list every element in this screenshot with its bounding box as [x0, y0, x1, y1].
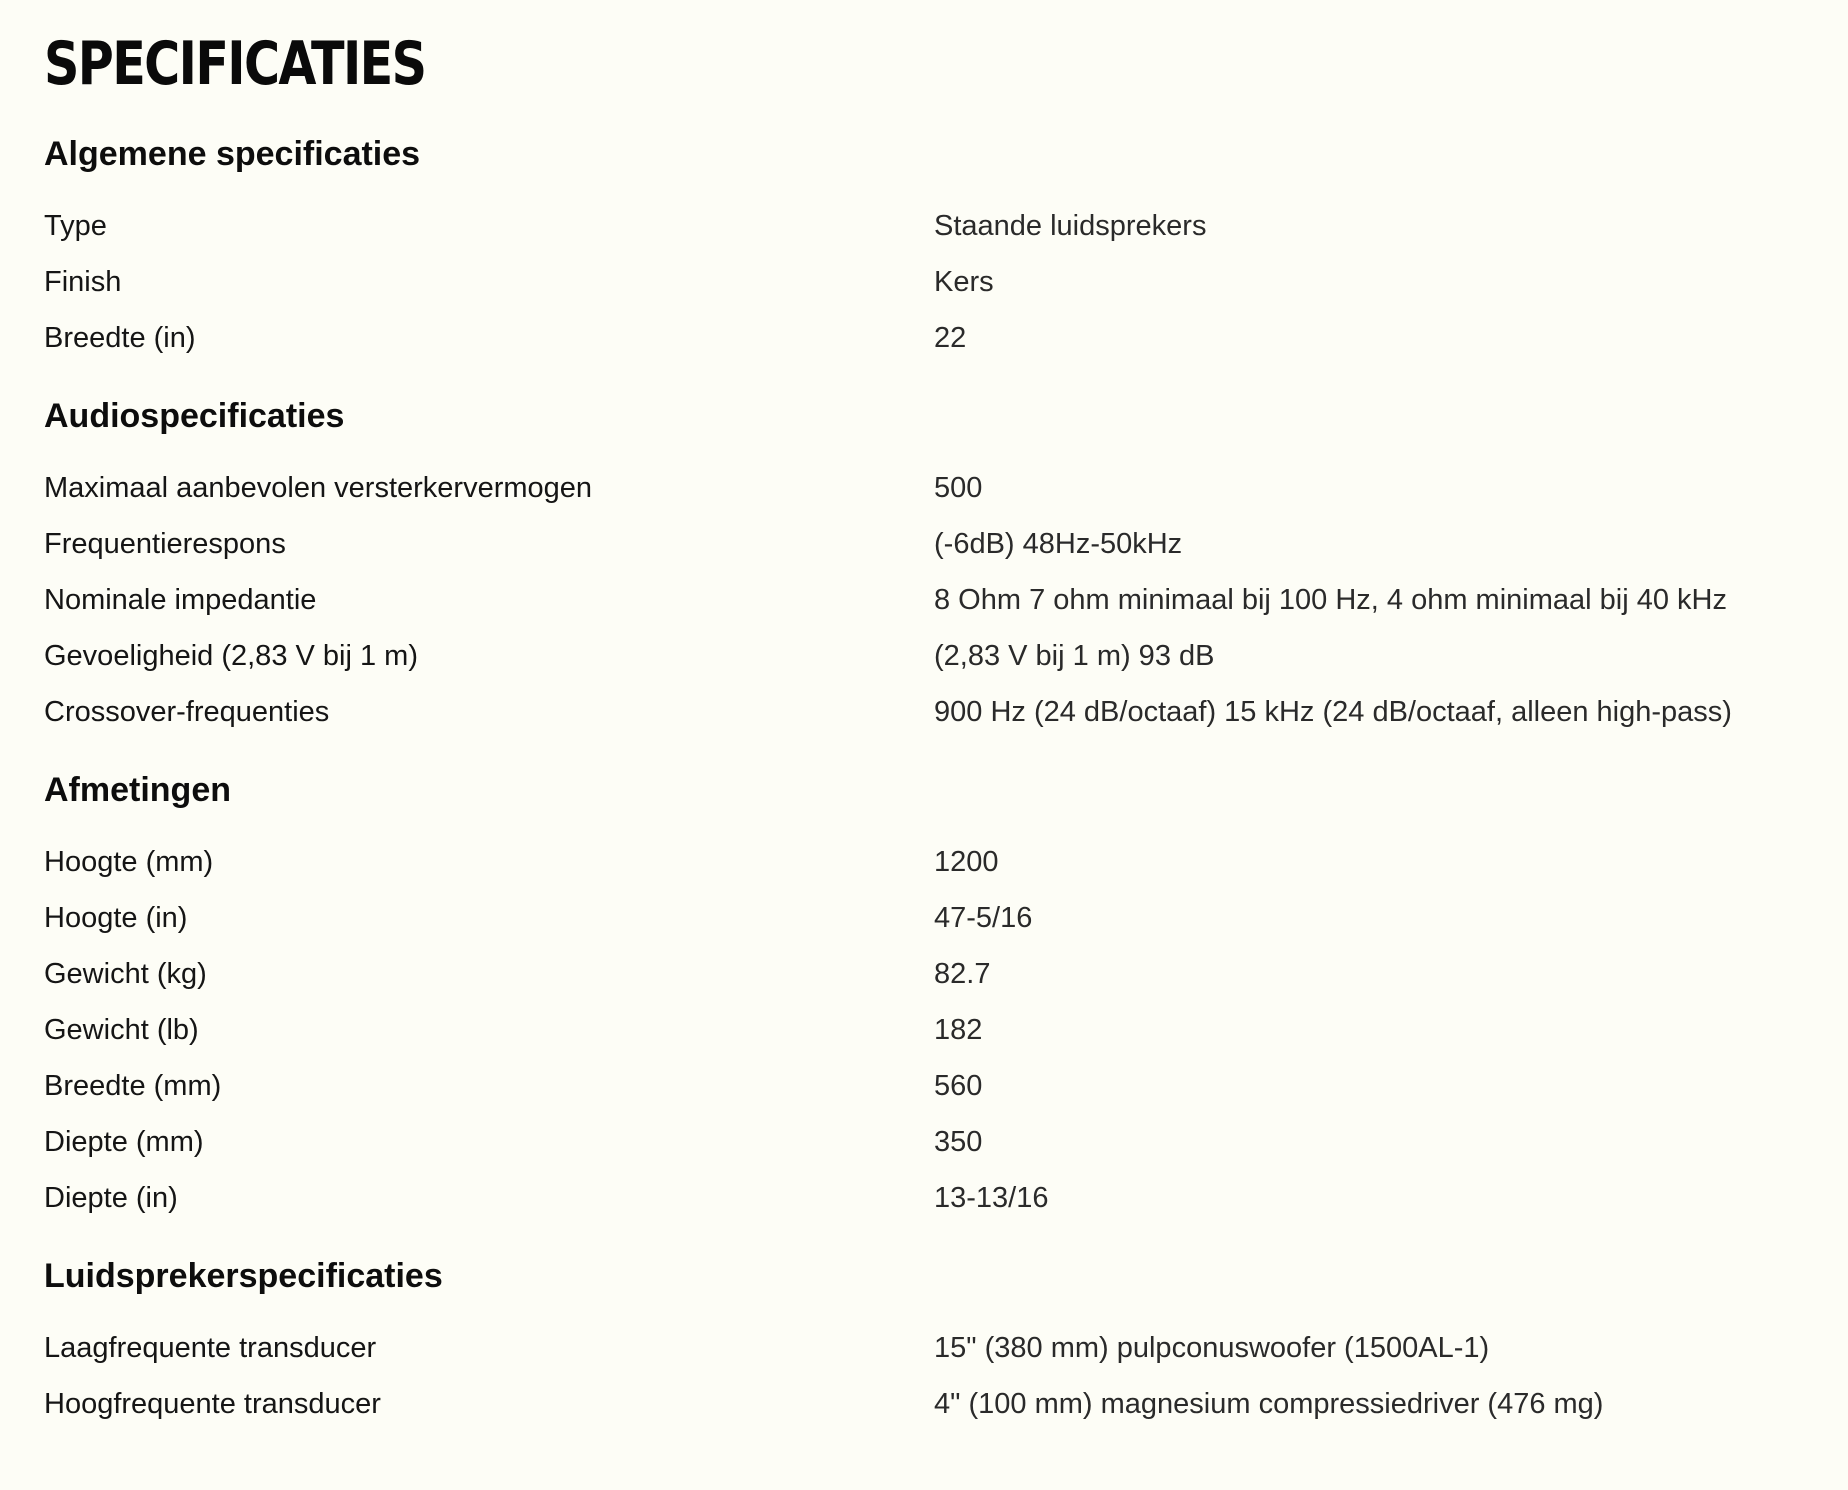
spec-row	[44, 1320, 1824, 1376]
section-heading: Luidsprekerspecificaties	[44, 1257, 443, 1295]
spec-label: Finish	[44, 266, 122, 298]
spec-value: (-6dB) 48Hz-50kHz	[934, 528, 1183, 560]
spec-label: Frequentierespons	[44, 528, 286, 560]
spec-label: Nominale impedantie	[44, 584, 317, 616]
spec-row	[44, 946, 1824, 1002]
spec-label: Maximaal aanbevolen versterkervermogen	[44, 472, 593, 504]
spec-value: 22	[934, 322, 967, 354]
spec-label: Hoogte (in)	[44, 902, 188, 934]
spec-label: Gewicht (kg)	[44, 958, 207, 990]
spec-value: 8 Ohm 7 ohm minimaal bij 100 Hz, 4 ohm minimaal bij 40 kHz	[934, 584, 1727, 616]
spec-value: 500	[934, 472, 983, 504]
spec-label: Diepte (in)	[44, 1182, 178, 1214]
spec-value: 1200	[934, 846, 999, 878]
spec-label: Diepte (mm)	[44, 1126, 204, 1158]
section-dimensions	[44, 740, 1824, 1226]
spec-row	[44, 1376, 1824, 1432]
spec-row	[44, 628, 1824, 684]
spec-label: Laagfrequente transducer	[44, 1332, 377, 1364]
spec-label: Gevoeligheid (2,83 V bij 1 m)	[44, 640, 418, 672]
spec-row	[44, 1170, 1824, 1226]
spec-value: (2,83 V bij 1 m) 93 dB	[934, 640, 1215, 672]
spec-row	[44, 1058, 1824, 1114]
spec-row	[44, 684, 1824, 740]
specifications-page	[44, 28, 1824, 1432]
spec-row	[44, 254, 1824, 310]
spec-label: Hoogte (mm)	[44, 846, 214, 878]
spec-row	[44, 198, 1824, 254]
spec-value: 4" (100 mm) magnesium compressiedriver (476 mg)	[934, 1388, 1604, 1420]
spec-label: Hoogfrequente transducer	[44, 1388, 381, 1420]
spec-value: 900 Hz (24 dB/octaaf) 15 kHz (24 dB/octaaf, alleen high-pass)	[934, 696, 1732, 728]
spec-label: Breedte (mm)	[44, 1070, 222, 1102]
spec-value: 560	[934, 1070, 983, 1102]
spec-label: Breedte (in)	[44, 322, 196, 354]
spec-row	[44, 572, 1824, 628]
spec-row	[44, 1002, 1824, 1058]
spec-label: Gewicht (lb)	[44, 1014, 199, 1046]
spec-value: 182	[934, 1014, 983, 1046]
section-general	[44, 100, 1824, 366]
spec-value: 82.7	[934, 958, 991, 990]
section-heading: Audiospecificaties	[44, 397, 345, 435]
section-heading: Afmetingen	[44, 771, 231, 809]
spec-value: 350	[934, 1126, 983, 1158]
section-speaker	[44, 1226, 1824, 1432]
spec-row	[44, 310, 1824, 366]
section-heading: Algemene specificaties	[44, 135, 421, 173]
spec-label: Type	[44, 210, 107, 242]
spec-value: 47-5/16	[934, 902, 1033, 934]
spec-row	[44, 516, 1824, 572]
spec-value: 15" (380 mm) pulpconuswoofer (1500AL-1)	[934, 1332, 1490, 1364]
spec-label: Crossover-frequenties	[44, 696, 330, 728]
spec-row	[44, 890, 1824, 946]
spec-value: 13-13/16	[934, 1182, 1049, 1214]
section-audio	[44, 366, 1824, 740]
spec-row	[44, 834, 1824, 890]
spec-row	[44, 1114, 1824, 1170]
spec-row	[44, 460, 1824, 516]
spec-value: Staande luidsprekers	[934, 210, 1207, 242]
spec-value: Kers	[934, 266, 994, 298]
page-title: SPECIFICATIES	[44, 29, 426, 99]
